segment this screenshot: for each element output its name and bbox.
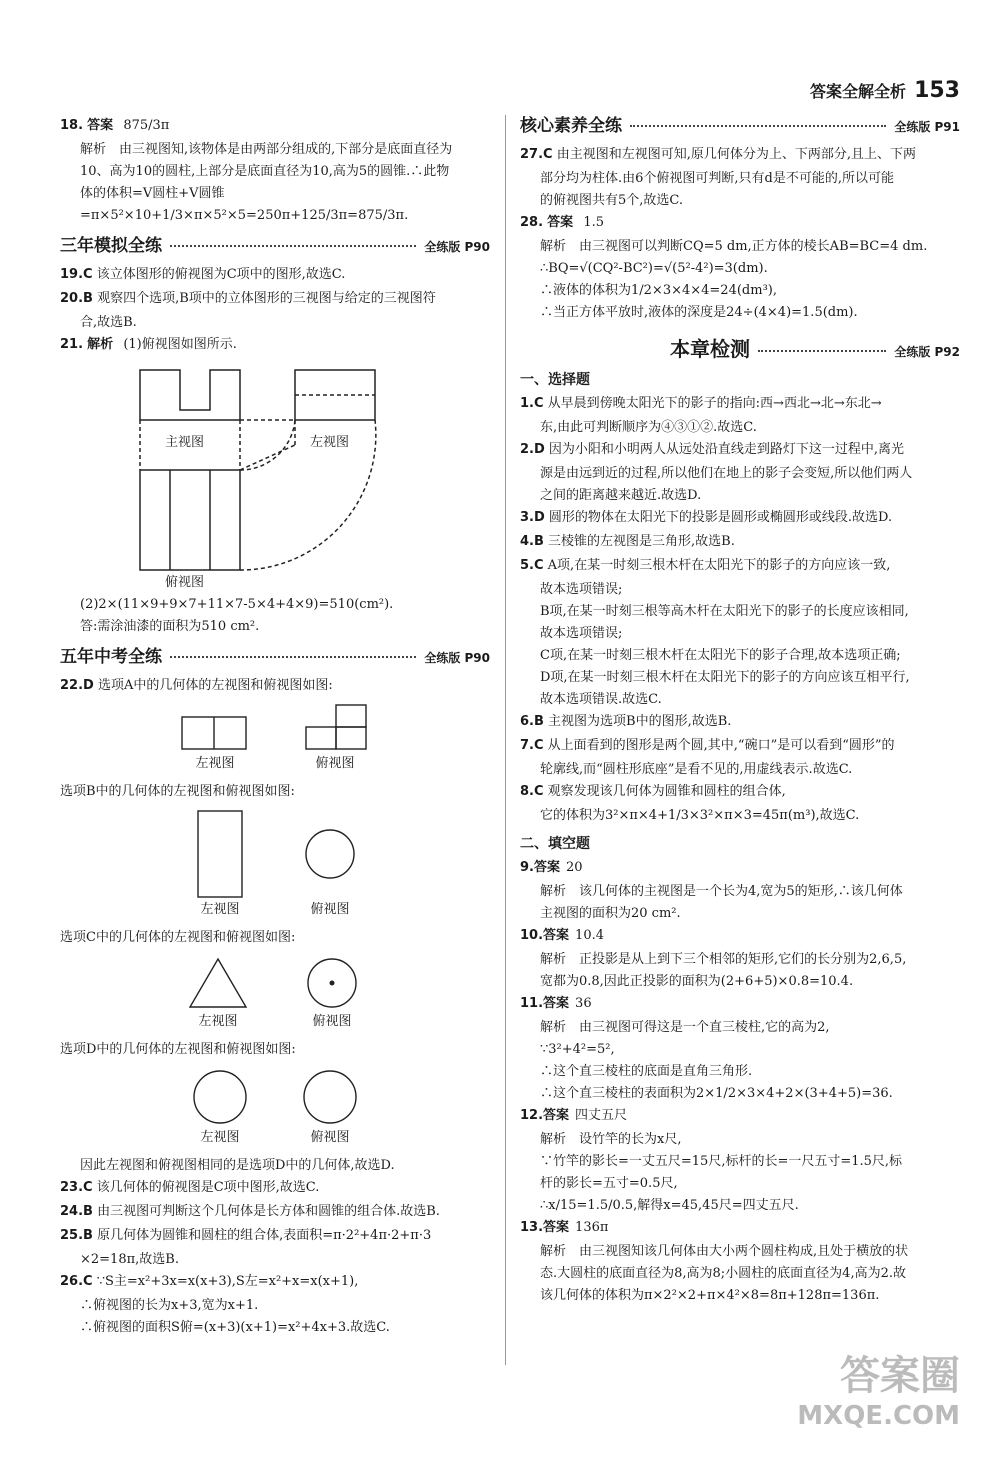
fig21-side-label: 左视图 xyxy=(310,435,350,450)
q18-line: 解析 由三视图知,该物体是由两部分组成的,下部分是底面直径为 xyxy=(80,142,453,157)
q27 xyxy=(520,144,960,166)
q12-line: ∴x/15=1.5/0.5,解得x=45,45尺=四丈五尺. xyxy=(540,1198,799,1213)
q1-num: 1.C xyxy=(520,396,544,411)
q13 xyxy=(520,1217,960,1239)
q12-line: 解析 设竹竿的长为x尺, xyxy=(540,1132,682,1147)
q12-line: 杆的影长=五寸=0.5尺, xyxy=(540,1176,678,1191)
q4-num: 4.B xyxy=(520,534,544,549)
q26-line: ∴俯视图的长为x+3,宽为x+1. xyxy=(80,1298,259,1313)
section-ref: 全练版 P91 xyxy=(894,120,960,134)
q7-text: 从上面看到的图形是两个圆,其中,“碗口”是可以看到“圆形”的 xyxy=(547,738,895,753)
q18 xyxy=(60,115,490,137)
q18-label: 答案 xyxy=(87,118,114,133)
q5-line: D项,在某一时刻三根木杆在太阳光下的影子的方向应该互相平行, xyxy=(540,670,910,685)
q1 xyxy=(520,393,960,415)
q21 xyxy=(60,334,490,356)
section-dots xyxy=(170,245,416,247)
q12-answer: 四丈五尺 xyxy=(575,1108,628,1123)
fig-c-top xyxy=(300,955,364,1033)
q9-line: 主视图的面积为20 cm². xyxy=(540,906,681,921)
watermark-bottom: MXQE.COM xyxy=(797,1401,960,1431)
q13-answer: 136π xyxy=(575,1220,609,1235)
q26-line: ∴俯视图的面积S俯=(x+3)(x+1)=x²+4x+3.故选C. xyxy=(80,1320,390,1335)
q9-answer: 20 xyxy=(566,860,583,875)
q7 xyxy=(520,735,960,757)
q19 xyxy=(60,264,490,286)
q28-line: ∴BQ=√(CQ²-BC²)=√(5²-4²)=3(dm). xyxy=(540,261,768,276)
q2-num: 2.D xyxy=(520,442,545,457)
fig-b-top xyxy=(300,809,360,921)
watermark xyxy=(797,1344,960,1431)
section-ref: 全练版 P90 xyxy=(424,651,490,665)
q2 xyxy=(520,439,960,461)
q20 xyxy=(60,288,490,310)
q11-line: ∴这个直三棱柱的表面积为2×1/2×3×4+2×(3+4+5)=36. xyxy=(540,1086,893,1101)
q27-num: 27.C xyxy=(520,147,553,162)
page-number: 153 xyxy=(914,78,960,103)
q9 xyxy=(520,857,960,879)
q20-num: 20.B xyxy=(60,291,93,306)
q22-text: 选项A中的几何体的左视图和俯视图如图: xyxy=(97,678,333,693)
section-title: 本章检测 xyxy=(670,337,750,361)
q11-line: ∴这个直三棱柱的底面是直角三角形. xyxy=(540,1064,753,1079)
q25-num: 25.B xyxy=(60,1228,93,1243)
q27-line: 的俯视图共有5个,故选C. xyxy=(540,193,684,208)
q1-text: 从早晨到傍晚太阳光下的影子的指向:西→西北→北→东北→ xyxy=(547,396,882,411)
q5-line: C项,在某一时刻三根木杆在太阳光下的影子合理,故本选项正确; xyxy=(540,648,901,663)
q21-num: 21. xyxy=(60,337,84,352)
fig-d-left xyxy=(190,1067,250,1149)
q22-num: 22.D xyxy=(60,678,94,693)
q3-text: 圆形的物体在太阳光下的投影是圆形或椭圆形或线段.故选D. xyxy=(548,510,893,525)
q10-answer: 10.4 xyxy=(575,928,604,943)
q13-line: 态.大圆柱的底面直径为8,高为8;小圆柱的底面直径为4,高为2.故 xyxy=(540,1266,906,1281)
q5 xyxy=(520,555,960,577)
figure-21 xyxy=(100,360,430,590)
section-title: 核心素养全练 xyxy=(520,116,622,136)
q13-label: 答案 xyxy=(543,1220,570,1235)
header-title: 答案全解全析 xyxy=(810,82,907,101)
fig21-front-label: 主视图 xyxy=(165,435,205,450)
q12-line: ∵竹竿的影长=一丈五尺=15尺,标杆的长=一尺五寸=1.5尺,标 xyxy=(540,1154,903,1169)
q12-label: 答案 xyxy=(543,1108,570,1123)
fig-b-left xyxy=(190,809,250,921)
section-ref: 全练版 P92 xyxy=(894,345,960,359)
q2-text: 因为小阳和小明两人从远处沿直线走到路灯下这一过程中,离光 xyxy=(548,442,905,457)
q28-label: 答案 xyxy=(547,215,574,230)
section-title: 三年模拟全练 xyxy=(60,236,162,256)
fig-caption: 俯视图 xyxy=(310,1130,350,1145)
q10-line: 解析 正投影是从上到下三个相邻的矩形,它们的长分别为2,6,5, xyxy=(540,952,907,967)
q20-line: 合,故选B. xyxy=(80,315,137,330)
q11-answer: 36 xyxy=(575,996,592,1011)
front-view-shape xyxy=(140,370,240,420)
q13-line: 该几何体的体积为π×2²×2+π×4²×8=8π+128π=136π. xyxy=(540,1288,880,1303)
q25 xyxy=(60,1225,490,1247)
q11-label: 答案 xyxy=(543,996,570,1011)
q21-text: (1)俯视图如图所示. xyxy=(123,337,237,352)
q10 xyxy=(520,925,960,947)
q2-line: 之间的距离越来越近.故选D. xyxy=(540,488,702,503)
q26-text: ∵S主=x²+3x=x(x+3),S左=x²+x=x(x+1), xyxy=(96,1274,359,1289)
q25-text: 原几何体为圆锥和圆柱的组合体,表面积=π·2²+4π·2+π·3 xyxy=(97,1228,432,1243)
q11-num: 11. xyxy=(520,996,544,1011)
q26 xyxy=(60,1271,490,1293)
section-sannian xyxy=(60,235,490,258)
three-view-diagram xyxy=(100,360,430,590)
q12 xyxy=(520,1105,960,1127)
q7-line: 轮廓线,而“圆柱形底座”是看不见的,用虚线表示.故选C. xyxy=(540,762,853,777)
figure-a xyxy=(60,703,490,775)
q28-line: 解析 由三视图可以判断CQ=5 dm,正方体的棱长AB=BC=4 dm. xyxy=(540,239,928,254)
side-view-shape xyxy=(295,370,375,420)
q11-line: ∵3²+4²=5², xyxy=(540,1042,615,1057)
q9-num: 9. xyxy=(520,860,534,875)
q21-label: 解析 xyxy=(87,337,114,352)
q4-text: 三棱锥的左视图是三角形,故选B. xyxy=(548,534,735,549)
q10-line: 宽都为0.8,因此正投影的面积为(2+6+5)×0.8=10.4. xyxy=(540,974,854,989)
q24-text: 由三视图可判断这个几何体是长方体和圆锥的组合体.故选B. xyxy=(97,1204,440,1219)
q18-line: 10、高为10的圆柱,上部分是底面直径为10,高为5的圆锥.∴此物 xyxy=(80,164,450,179)
fig-caption: 俯视图 xyxy=(312,1014,352,1029)
q11-line: 解析 由三视图可得这是一个直三棱柱,它的高为2, xyxy=(540,1020,830,1035)
left-column xyxy=(60,115,490,1339)
q4 xyxy=(520,531,960,553)
q28-line: ∴液体的体积为1/2×3×4×4=24(dm³), xyxy=(540,283,777,298)
figure-d xyxy=(60,1067,490,1149)
section-dots xyxy=(170,656,416,658)
fig-caption: 左视图 xyxy=(195,756,235,771)
fig-a-left xyxy=(180,703,250,775)
q28-num: 28. xyxy=(520,215,544,230)
fig-d-top xyxy=(300,1067,360,1149)
q8 xyxy=(520,781,960,803)
q26-num: 26.C xyxy=(60,1274,93,1289)
q27-line: 部分均为柱体.由6个俯视图可判断,只有d是不可能的,所以可能 xyxy=(540,171,894,186)
q19-text: 该立体图形的俯视图为C项中的图形,故选C. xyxy=(96,267,346,282)
q24 xyxy=(60,1201,490,1223)
fig-caption: 左视图 xyxy=(200,1130,240,1145)
q22-line: 因此左视图和俯视图相同的是选项D中的几何体,故选D. xyxy=(80,1158,395,1173)
section-benzhang xyxy=(670,338,960,363)
q11 xyxy=(520,993,960,1015)
q23-text: 该几何体的俯视图是C项中图形,故选C. xyxy=(96,1180,320,1195)
top-view-shape xyxy=(140,470,240,570)
q13-num: 13. xyxy=(520,1220,544,1235)
q3 xyxy=(520,507,960,529)
section-hexin xyxy=(520,115,960,138)
fig21-top-label: 俯视图 xyxy=(165,575,205,590)
q18-answer: 875/3π xyxy=(123,118,170,133)
figure-c xyxy=(60,955,490,1033)
subhead-choice: 一、选择题 xyxy=(520,372,590,388)
q7-num: 7.C xyxy=(520,738,544,753)
section-dots xyxy=(630,125,886,127)
fig-caption: 俯视图 xyxy=(310,902,350,917)
q5-line: 故本选项错误; xyxy=(540,626,623,641)
fig-a-top xyxy=(300,703,370,775)
q28-answer: 1.5 xyxy=(583,215,605,230)
q9-label: 答案 xyxy=(533,860,560,875)
q2-line: 源是由远到近的过程,所以他们在地上的影子会变短,所以他们两人 xyxy=(540,466,913,481)
q5-text: A项,在某一时刻三根木杆在太阳光下的影子的方向应该一致, xyxy=(547,558,891,573)
q28 xyxy=(520,212,960,234)
q13-line: 解析 由三视图知该几何体由大小两个圆柱构成,且处于横放的状 xyxy=(540,1244,909,1259)
q22 xyxy=(60,675,490,697)
subhead-fill: 二、填空题 xyxy=(520,836,590,852)
q3-num: 3.D xyxy=(520,510,545,525)
q25-line: ×2=18π,故选B. xyxy=(80,1252,179,1267)
column-divider xyxy=(505,115,506,1365)
q23-num: 23.C xyxy=(60,1180,93,1195)
section-ref: 全练版 P90 xyxy=(424,240,490,254)
q22-line: 选项C中的几何体的左视图和俯视图如图: xyxy=(60,930,296,945)
q5-line: 故本选项错误.故选C. xyxy=(540,692,662,707)
q18-num: 18. xyxy=(60,118,84,133)
section-title: 五年中考全练 xyxy=(60,647,162,667)
q5-line: 故本选项错误; xyxy=(540,582,623,597)
q21-line: (2)2×(11×9+9×7+11×7-5×4+4×9)=510(cm²). xyxy=(80,597,394,612)
q8-text: 观察发现该几何体为圆锥和圆柱的组合体, xyxy=(547,784,786,799)
right-column xyxy=(520,115,960,1307)
q21-line: 答:需涂油漆的面积为510 cm². xyxy=(80,619,260,634)
q8-line: 它的体积为3²×π×4+1/3×3²×π×3=45π(m³),故选C. xyxy=(540,808,860,823)
q28-line: ∴当正方体平放时,液体的深度是24÷(4×4)=1.5(dm). xyxy=(540,305,858,320)
fig-caption: 左视图 xyxy=(198,1014,238,1029)
q18-line: 体的体积=V圆柱+V圆锥=π×5²×10+1/3×π×5²×5=250π+125/3π=875/3π. xyxy=(80,186,409,223)
watermark-top: 答案圈 xyxy=(840,1353,960,1399)
section-dots xyxy=(758,350,886,352)
q10-num: 10. xyxy=(520,928,544,943)
q9-line: 解析 该几何体的主视图是一个长为4,宽为5的矩形,∴该几何体 xyxy=(540,884,903,899)
q8-num: 8.C xyxy=(520,784,544,799)
q22-line: 选项B中的几何体的左视图和俯视图如图: xyxy=(60,784,295,799)
fig-caption: 俯视图 xyxy=(315,756,355,771)
q19-num: 19.C xyxy=(60,267,93,282)
q12-num: 12. xyxy=(520,1108,544,1123)
q22-line: 选项D中的几何体的左视图和俯视图如图: xyxy=(60,1042,296,1057)
q1-line: 东,由此可判断顺序为④③①②.故选C. xyxy=(540,420,757,435)
fig-caption: 左视图 xyxy=(200,902,240,917)
figure-b xyxy=(60,809,490,921)
q6-text: 主视图为选项B中的图形,故选B. xyxy=(548,714,732,729)
fig-c-left xyxy=(186,955,250,1033)
section-wunian xyxy=(60,646,490,669)
q23 xyxy=(60,1177,490,1199)
page-header xyxy=(810,78,960,103)
q20-text: 观察四个选项,B项中的立体图形的三视图与给定的三视图符 xyxy=(97,291,436,306)
q27-text: 由主视图和左视图可知,原几何体分为上、下两部分,且上、下两 xyxy=(556,147,916,162)
q5-num: 5.C xyxy=(520,558,544,573)
q5-line: B项,在某一时刻三根等高木杆在太阳光下的影子的长度应该相同, xyxy=(540,604,909,619)
q6-num: 6.B xyxy=(520,714,544,729)
q24-num: 24.B xyxy=(60,1204,93,1219)
q10-label: 答案 xyxy=(543,928,570,943)
q6 xyxy=(520,711,960,733)
